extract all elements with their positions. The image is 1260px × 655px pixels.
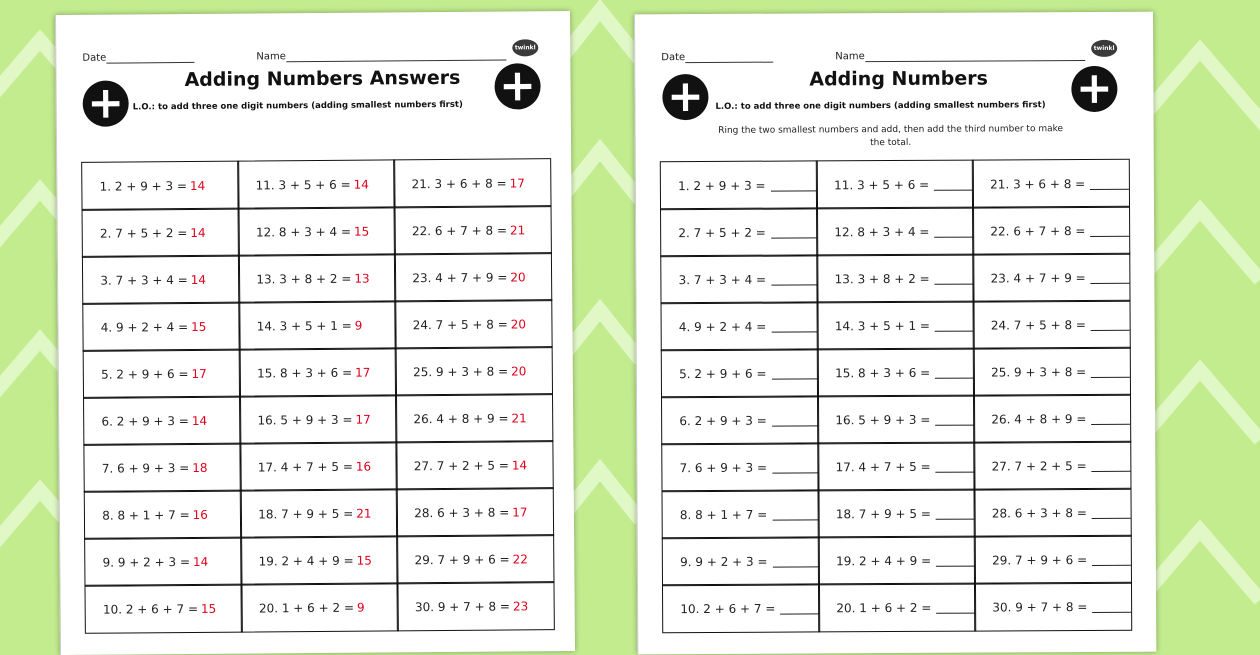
problem-cell [817, 254, 975, 303]
answer-text: 14 [511, 457, 528, 472]
answer-text: 13 [354, 271, 370, 286]
problems-grid [82, 159, 554, 633]
problem-text: 30. 9 + 7 + 8 = [414, 598, 511, 614]
name-label: Name [256, 51, 286, 63]
problem-cell [818, 536, 976, 585]
problem-text: 6. 2 + 9 + 3 = [679, 413, 767, 428]
problem-text: 29. 7 + 9 + 6 = [414, 551, 510, 567]
problem-text: 24. 7 + 5 + 8 = [412, 316, 508, 332]
problem-cell [81, 161, 239, 211]
problem-text: 2. 7 + 5 + 2 = [678, 225, 766, 240]
answer-text: 21 [509, 222, 526, 237]
problem-cell [973, 300, 1131, 349]
problem-cell [396, 487, 554, 537]
problem-text: 9. 9 + 2 + 3 = [102, 554, 191, 570]
problem-text: 10. 2 + 6 + 7 = [680, 601, 776, 616]
problem-cell [973, 394, 1131, 443]
problem-cell [83, 349, 241, 399]
problem-text: 23. 4 + 7 + 9 = [990, 270, 1086, 285]
problem-text: 19. 2 + 4 + 9 = [258, 553, 354, 568]
problem-cell [660, 208, 818, 257]
problem-text: 25. 9 + 3 + 8 = [991, 364, 1087, 379]
answer-blank[interactable] [771, 178, 817, 191]
answer-blank[interactable] [1091, 365, 1130, 378]
problem-cell [394, 205, 552, 255]
plus-icon: + [494, 63, 540, 109]
answer-blank[interactable] [934, 178, 973, 191]
answer-text: 17 [355, 412, 371, 427]
problem-cell [394, 252, 552, 302]
problem-cell [662, 443, 820, 492]
problem-cell [662, 584, 820, 633]
answer-blank[interactable] [936, 554, 975, 567]
problem-text: 23. 4 + 7 + 9 = [412, 269, 508, 285]
problem-cell [973, 347, 1131, 396]
answer-text: 14 [190, 272, 207, 287]
problem-text: 3. 7 + 3 + 4 = [100, 272, 188, 288]
page-title: Adding Numbers Answers [184, 66, 461, 92]
problem-text: 20. 1 + 6 + 2 = [258, 600, 355, 615]
answer-text: 14 [191, 413, 208, 428]
answer-blank[interactable] [771, 319, 817, 332]
problem-cell [662, 537, 820, 586]
problem-cell [82, 208, 240, 258]
answer-blank[interactable] [1092, 459, 1131, 472]
problem-text: 26. 4 + 8 + 9 = [413, 410, 509, 426]
problem-cell [817, 348, 975, 397]
answer-text: 23 [512, 598, 529, 613]
problem-cell [660, 161, 818, 210]
problem-cell [84, 490, 242, 540]
answer-blank[interactable] [935, 319, 974, 332]
problem-cell [972, 159, 1130, 208]
problem-text: 17. 4 + 7 + 5 = [835, 459, 931, 474]
problem-cell [816, 160, 974, 209]
date-field [661, 52, 773, 64]
answer-text: 17 [512, 504, 528, 519]
answer-text: 14 [192, 554, 209, 569]
answer-blank[interactable] [1091, 271, 1130, 284]
problem-cell [240, 489, 398, 539]
answer-text: 21 [511, 410, 527, 425]
problem-text: 8. 8 + 1 + 7 = [679, 507, 768, 522]
answer-blank[interactable] [780, 601, 819, 614]
plus-icon: + [662, 74, 708, 120]
problem-cell [237, 160, 395, 210]
answer-text: 21 [356, 506, 372, 521]
problem-text: 1. 2 + 9 + 3 = [678, 178, 766, 193]
answer-blank[interactable] [1092, 600, 1131, 613]
answer-text: 18 [192, 460, 208, 475]
problem-cell [974, 582, 1132, 631]
name-field [256, 49, 506, 62]
problem-text: 26. 4 + 8 + 9 = [991, 411, 1087, 426]
answer-text: 20 [510, 269, 526, 284]
problem-text: 18. 7 + 9 + 5 = [258, 506, 354, 521]
problem-text: 6. 2 + 9 + 3 = [101, 413, 189, 429]
answer-blank[interactable] [772, 413, 818, 426]
problem-text: 28. 6 + 3 + 8 = [414, 504, 510, 520]
problem-cell [85, 584, 243, 634]
problem-text: 5. 2 + 9 + 6 = [101, 366, 189, 382]
problem-text: 4. 9 + 2 + 4 = [678, 319, 767, 334]
problem-text: 30. 9 + 7 + 8 = [992, 599, 1088, 614]
problem-text: 24. 7 + 5 + 8 = [990, 317, 1086, 332]
problem-text: 25. 9 + 3 + 8 = [413, 363, 509, 379]
problem-text: 2. 7 + 5 + 2 = [99, 225, 188, 241]
problem-text: 12. 8 + 3 + 4 = [834, 224, 930, 239]
problem-cell [84, 443, 242, 493]
problem-cell [817, 395, 975, 444]
problem-cell [239, 301, 397, 351]
problem-cell [661, 255, 819, 304]
problem-cell [818, 583, 976, 632]
problem-cell [238, 207, 396, 257]
problem-cell [83, 302, 241, 352]
date-label: Date [661, 52, 686, 64]
answer-blank[interactable] [1090, 224, 1129, 237]
problem-text: 1. 2 + 9 + 3 = [99, 178, 188, 194]
problem-text: 15. 8 + 3 + 6 = [835, 365, 931, 380]
problem-cell [238, 254, 396, 304]
answer-blank[interactable] [772, 554, 818, 567]
problem-cell [83, 396, 241, 446]
problem-text: 13. 3 + 8 + 2 = [256, 271, 352, 286]
problem-text: 10. 2 + 6 + 7 = [102, 601, 199, 617]
answer-blank[interactable] [1091, 412, 1130, 425]
answer-text: 16 [355, 459, 372, 474]
problem-cell [239, 395, 397, 445]
answer-text: 14 [189, 178, 206, 193]
problems-grid [661, 160, 1131, 632]
problem-cell [662, 490, 820, 539]
problem-text: 28. 6 + 3 + 8 = [991, 505, 1087, 520]
problem-cell [974, 535, 1132, 584]
plus-icon: + [83, 80, 129, 126]
answer-text: 22 [512, 551, 528, 566]
problem-text: 13. 3 + 8 + 2 = [834, 271, 930, 286]
answer-text: 15 [200, 601, 217, 616]
answer-blank[interactable] [936, 507, 975, 520]
answer-blank[interactable] [936, 601, 975, 614]
problem-cell [396, 534, 554, 584]
answer-text: 20 [511, 363, 527, 378]
answer-text: 15 [191, 319, 207, 334]
answer-text: 14 [190, 225, 206, 240]
problem-text: 9. 9 + 2 + 3 = [680, 554, 768, 569]
problem-cell [393, 158, 551, 208]
answers-worksheet [55, 11, 575, 655]
problem-text: 19. 2 + 4 + 9 = [836, 553, 932, 568]
answer-blank[interactable] [935, 366, 974, 379]
answer-text: 17 [355, 365, 371, 380]
problem-cell [397, 581, 555, 631]
answer-text: 15 [356, 553, 372, 568]
answer-blank[interactable] [1092, 506, 1131, 519]
problem-text: 22. 6 + 7 + 8 = [411, 222, 508, 238]
problem-cell [816, 207, 974, 256]
answer-blank[interactable] [936, 460, 975, 473]
problem-text: 3. 7 + 3 + 4 = [678, 272, 767, 287]
answer-text: 20 [510, 316, 527, 331]
twinkl-logo: twinkl [512, 39, 538, 56]
problem-cell [973, 441, 1131, 490]
problem-cell [241, 583, 399, 633]
instructions: Ring the two smallest numbers and add, then add the third number to make the total. [718, 124, 1064, 149]
problem-cell [395, 346, 553, 396]
answer-blank[interactable] [1090, 177, 1129, 190]
problem-cell [239, 348, 397, 398]
answer-text: 17 [191, 366, 207, 381]
problem-cell [661, 396, 819, 445]
problem-cell [396, 440, 554, 490]
name-label: Name [835, 51, 865, 63]
problem-text: 27. 7 + 2 + 5 = [413, 457, 509, 473]
date-field [82, 52, 194, 64]
problem-text: 11. 3 + 5 + 6 = [255, 177, 351, 192]
answer-blank[interactable] [935, 413, 974, 426]
plus-icon: + [1071, 66, 1117, 112]
answer-text: 15 [353, 224, 370, 239]
problem-text: 21. 3 + 6 + 8 = [990, 176, 1086, 191]
problem-cell [817, 442, 975, 491]
problem-cell [395, 299, 553, 349]
problem-text: 7. 6 + 9 + 3 = [679, 460, 768, 475]
problem-text: 18. 7 + 9 + 5 = [835, 506, 931, 521]
answer-blank[interactable] [772, 507, 818, 520]
problem-text: 17. 4 + 7 + 5 = [257, 459, 353, 474]
problem-text: 5. 2 + 9 + 6 = [679, 366, 767, 381]
problem-text: 16. 5 + 9 + 3 = [257, 412, 353, 427]
problem-text: 14. 3 + 5 + 1 = [256, 318, 352, 333]
problem-cell [661, 302, 819, 351]
name-field [835, 50, 1085, 62]
problem-text: 20. 1 + 6 + 2 = [836, 600, 932, 615]
page-title: Adding Numbers [809, 67, 988, 91]
problem-text: 12. 8 + 3 + 4 = [255, 224, 352, 239]
answer-text: 9 [356, 600, 365, 615]
problem-text: 27. 7 + 2 + 5 = [991, 458, 1087, 473]
date-label: Date [82, 52, 107, 64]
problem-text: 21. 3 + 6 + 8 = [411, 175, 507, 191]
problem-text: 8. 8 + 1 + 7 = [102, 507, 190, 523]
answer-text: 9 [354, 318, 363, 333]
problem-text: 14. 3 + 5 + 1 = [834, 318, 930, 333]
problem-cell [818, 489, 976, 538]
answer-blank[interactable] [772, 366, 818, 379]
learning-objective: L.O.: to add three one digit numbers (adding smallest numbers first) [715, 100, 1046, 112]
problem-text: 11. 3 + 5 + 6 = [834, 177, 930, 192]
problem-cell [395, 393, 553, 443]
problem-cell [973, 253, 1131, 302]
blank-worksheet [634, 12, 1156, 655]
problem-cell [84, 537, 242, 587]
problem-cell [974, 488, 1132, 537]
answer-text: 16 [192, 507, 208, 522]
answer-blank[interactable] [1092, 553, 1131, 566]
problem-cell [240, 442, 398, 492]
twinkl-logo: twinkl [1091, 40, 1117, 57]
problem-text: 4. 9 + 2 + 4 = [100, 319, 189, 335]
problem-cell [817, 301, 975, 350]
answer-blank[interactable] [935, 272, 974, 285]
problem-text: 29. 7 + 9 + 6 = [992, 552, 1088, 567]
answer-blank[interactable] [771, 225, 817, 238]
answer-text: 17 [509, 175, 525, 190]
problem-cell [661, 349, 819, 398]
problem-text: 15. 8 + 3 + 6 = [257, 365, 353, 380]
problem-cell [972, 206, 1130, 255]
answer-blank[interactable] [771, 272, 817, 285]
problem-text: 22. 6 + 7 + 8 = [990, 223, 1086, 238]
problem-text: 16. 5 + 9 + 3 = [835, 412, 931, 427]
learning-objective: L.O.: to add three one digit numbers (adding smallest numbers first) [132, 99, 463, 113]
problem-text: 7. 6 + 9 + 3 = [101, 460, 190, 476]
answer-blank[interactable] [772, 460, 818, 473]
answer-blank[interactable] [934, 225, 973, 238]
answer-blank[interactable] [1091, 318, 1130, 331]
answer-text: 14 [353, 177, 369, 192]
problem-cell [240, 536, 398, 586]
problem-cell [82, 255, 240, 305]
